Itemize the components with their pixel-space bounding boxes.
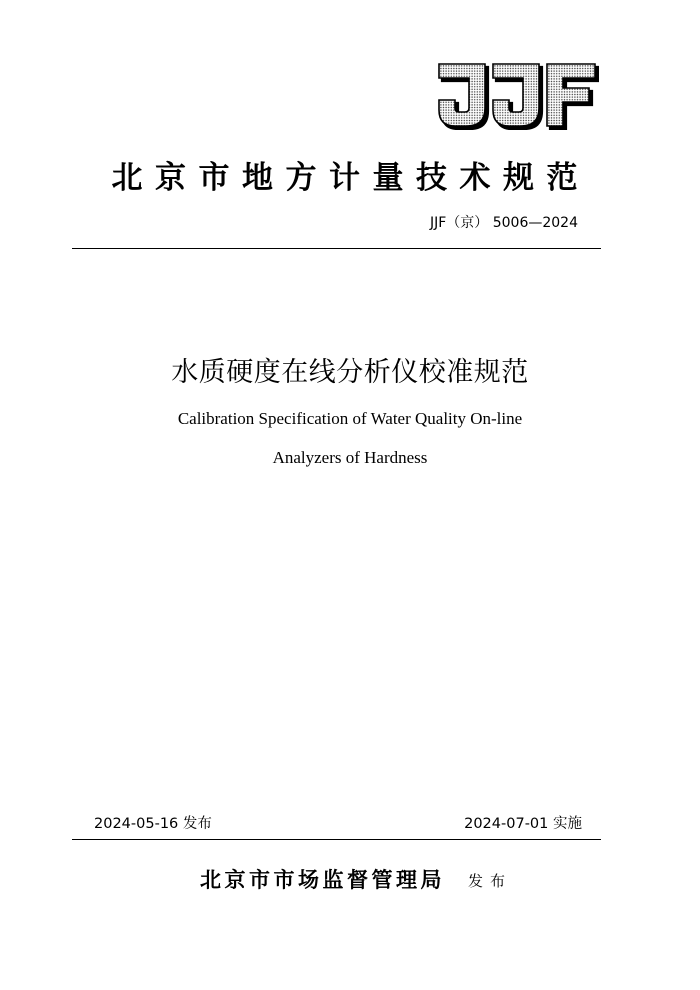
document-title-en-line2: Analyzers of Hardness: [272, 448, 428, 467]
header-divider: [72, 248, 601, 249]
footer-divider: [72, 839, 601, 840]
document-title-en-line1: Calibration Specification of Water Quality On-line: [177, 409, 523, 428]
publisher-action: 发布: [468, 872, 513, 890]
organization-title: 北京市地方计量技术规范: [111, 160, 590, 196]
issue-date: 2024-05-16 发布: [94, 816, 212, 832]
implementation-date: 2024-07-01 实施: [464, 816, 582, 832]
standard-number: JJF（京） 5006—2024: [429, 215, 578, 231]
publisher-name: 北京市市场监督管理局: [200, 867, 445, 892]
jjf-logo-icon: [437, 62, 599, 130]
document-title-cn: 水质硬度在线分析仪校准规范: [171, 357, 529, 388]
